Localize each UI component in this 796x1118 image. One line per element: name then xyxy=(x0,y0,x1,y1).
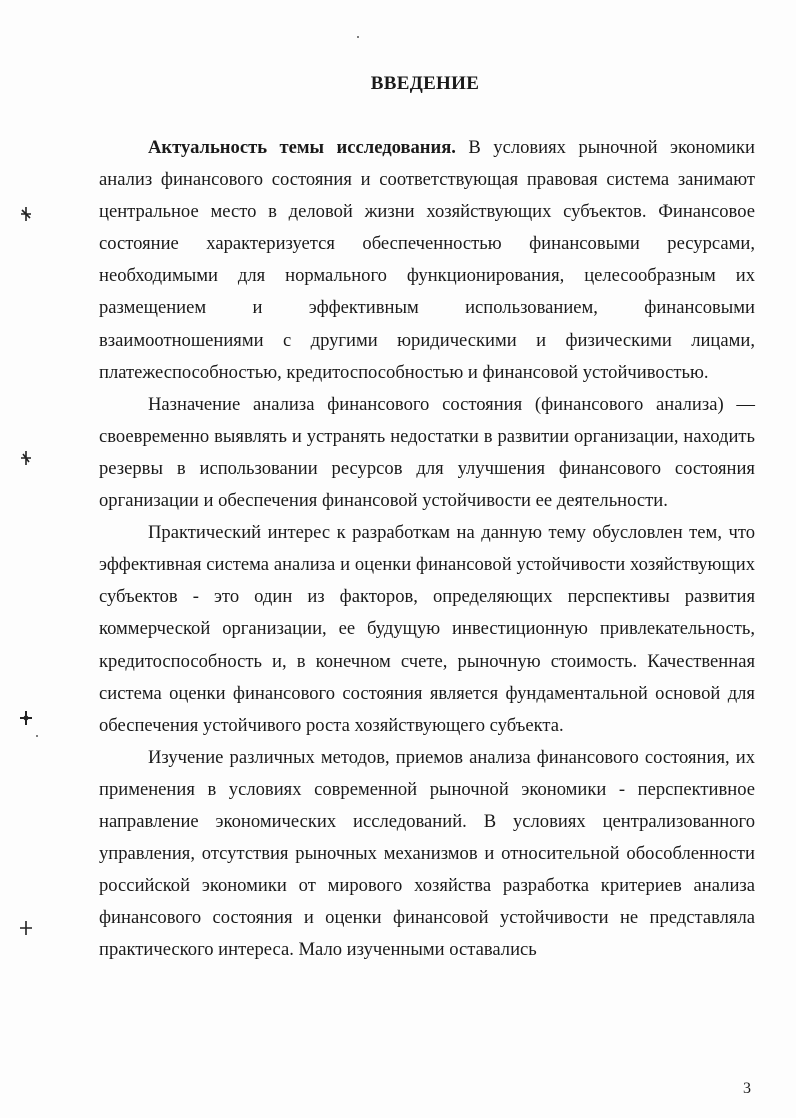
body-text xyxy=(99,132,755,966)
binding-hole-mark-icon xyxy=(18,450,34,466)
paragraph-purpose: Назначение анализа финансового состояния (финансового анализа) — своевременно выявлять и устранять недостатки в развитии организации, находить резервы в использовании ресурсов для улучшения финансового состояния организации и обеспечения финансовой устойчивости ее деятельности. xyxy=(99,393,755,512)
page-number: 3 xyxy=(743,1080,751,1097)
paragraph-methods: Изучение различных методов, приемов анализа финансового состояния, их применения в условиях современной рыночной экономики - перспективное направление экономических исследований. В условиях централизованного управления, отсутствия рыночных механизмов и относительной обособленности российской экономики от мирового хозяйства разработка критериев анализа финансового состояния и оценки финансовой устойчивости не представляла практического интереса. Мало изученными оставались xyxy=(99,746,755,961)
binding-hole-mark-icon xyxy=(18,206,34,222)
paragraph-relevance xyxy=(99,132,755,389)
binding-hole-mark-icon xyxy=(18,920,34,936)
scan-speck xyxy=(36,735,38,737)
paragraph-lead: Актуальность темы исследования. xyxy=(148,137,456,158)
binding-hole-mark-icon xyxy=(18,710,34,726)
scan-speck xyxy=(357,36,359,38)
paragraph-text: В условиях рыночной экономики анализ финансового состояния и соответствующая правовая система занимают центральное место в деловой жизни хозяйствующих субъектов. Финансовое состояние характеризуется обеспеченностью финансовыми ресурсами, необходимыми для нормального функционирования, целесообразным их размещением и эффективным использованием, финансовыми взаимоотношениями с другими юридическими и физическими лицами, платежеспособностью, кредитоспособностью и финансовой устойчивостью. xyxy=(99,137,755,383)
page-title: ВВЕДЕНИЕ xyxy=(370,73,480,94)
paragraph-practical-interest: Практический интерес к разработкам на данную тему обусловлен тем, что эффективная система анализа и оценки финансовой устойчивости хозяйствующих субъектов - это один из факторов, определяющих перспективы развития коммерческой организации, ее будущую инвестиционную привлекательность, кредитоспособность и, в конечном счете, рыночную стоимость. Качественная система оценки финансового состояния является фундаментальной основой для обеспечения устойчивого роста хозяйствующего субъекта. xyxy=(99,522,755,736)
